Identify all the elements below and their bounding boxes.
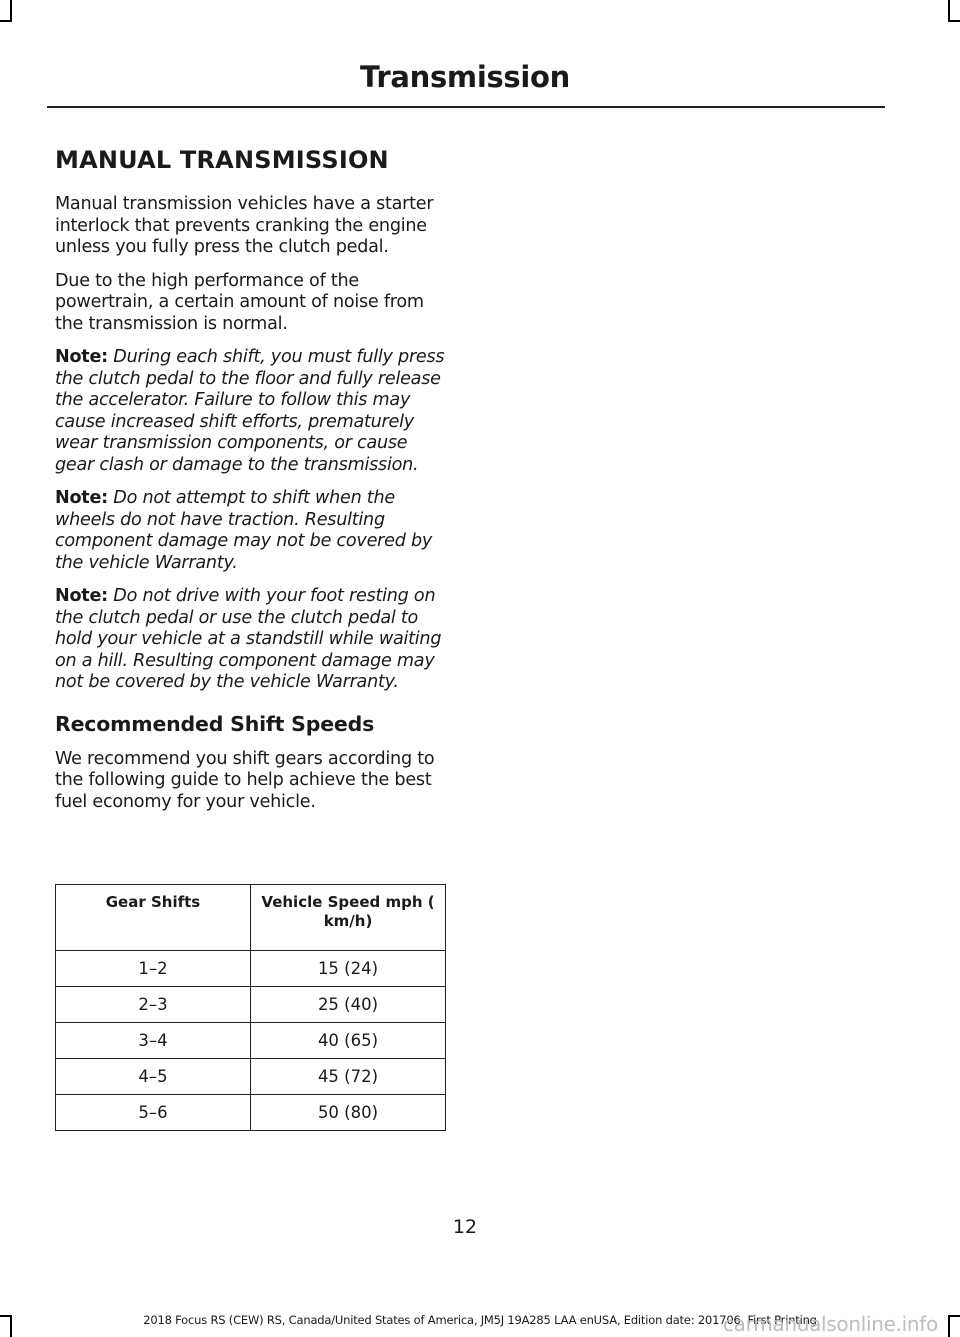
table-row (56, 987, 446, 1023)
note-label: Note: (55, 347, 108, 367)
note-text: Do not attempt to shift when the wheels do not have traction. Resulting component damage may not be covered by the vehicle Warranty. (55, 488, 433, 573)
note-text: Do not drive with your foot resting on the clutch pedal or use the clutch pedal to hold your vehicle at a standstill while waiting on a hill. Resulting component damage may not be covered by the vehicle Warranty. (55, 586, 442, 692)
watermark: carmanualsonline.info (722, 1312, 938, 1336)
paragraph: We recommend you shift gears according to the following guide to help achieve the best fuel economy for your vehicle. (55, 748, 435, 812)
paragraph: Manual transmission vehicles have a starter interlock that prevents cranking the engine unless you fully press the clutch pedal. (55, 194, 434, 257)
main-column (55, 146, 447, 825)
table-cell: 1–2 (56, 951, 251, 987)
table-cell: 40 (65) (251, 1023, 446, 1059)
table-cell: 15 (24) (251, 951, 446, 987)
note-text: During each shift, you must fully press the clutch pedal to the floor and fully release the accelerator. Failure to follow this may cause increased shift efforts, prematurely wear transmission components, or cause gear clash or damage to the transmission. (55, 347, 445, 475)
paragraph: Due to the high performance of the powertrain, a certain amount of noise from the transmission is normal. (55, 270, 424, 334)
note (55, 586, 447, 694)
header-divider (47, 106, 885, 108)
footer-edition-info: 2018 Focus RS (CEW) RS, Canada/United States of America, JM5J 19A285 LAA enUSA, Edition date: 201706, First Printing (143, 1313, 817, 1327)
table-cell: 5–6 (56, 1095, 251, 1131)
crop-mark (10, 0, 12, 20)
column-header-vehicle-speed: Vehicle Speed mph ( km/h) (251, 885, 446, 951)
note (55, 488, 447, 574)
section-title: MANUAL TRANSMISSION (55, 146, 389, 174)
table-row (56, 1059, 446, 1095)
table-row (56, 951, 446, 987)
table-row (56, 1095, 446, 1131)
table-row (56, 1023, 446, 1059)
table-header-row (56, 885, 446, 951)
note-label: Note: (55, 586, 108, 606)
note-label: Note: (55, 488, 108, 508)
table-cell: 3–4 (56, 1023, 251, 1059)
page-header-title: Transmission (360, 60, 570, 94)
subsection-title: Recommended Shift Speeds (55, 711, 375, 736)
crop-mark (948, 0, 950, 20)
table-cell: 2–3 (56, 987, 251, 1023)
crop-mark (948, 20, 960, 22)
table-cell: 25 (40) (251, 987, 446, 1023)
column-header-gear-shifts: Gear Shifts (56, 885, 251, 951)
crop-mark (0, 20, 12, 22)
shift-speed-table (55, 884, 446, 1131)
table-cell: 45 (72) (251, 1059, 446, 1095)
table-cell: 50 (80) (251, 1095, 446, 1131)
table-cell: 4–5 (56, 1059, 251, 1095)
page-number: 12 (452, 1216, 478, 1238)
note (55, 347, 447, 476)
